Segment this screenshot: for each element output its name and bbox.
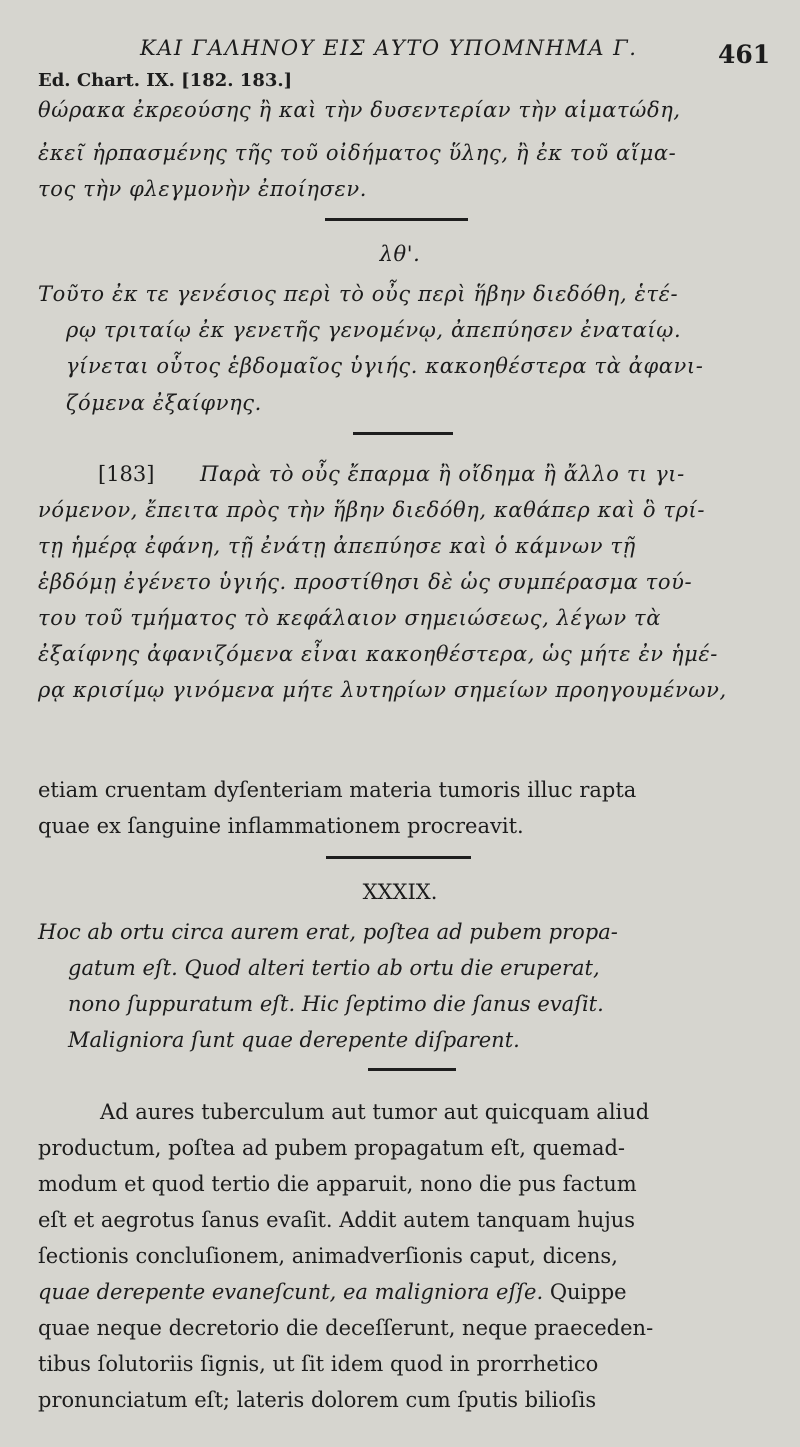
greek-aphorism-line: Τοῦτο ἐκ τε γενέσιος περὶ τὸ οὖς περὶ ἥβην διεδόθη, ἑτέ- [38, 282, 679, 306]
greek-commentary-line: του τοῦ τμήματος τὸ κεφάλαιον σημειώσεως, λέγων τὰ [38, 606, 661, 630]
latin-aphorism-line: nono ſuppuratum eſt. Hic ſeptimo die ſanus evaſit. [68, 992, 604, 1016]
greek-commentary-line: ρᾳ κρισίμῳ γινόμενα μήτε λυτηρίων σημείων προηγουμένων, [38, 678, 727, 702]
latin-commentary-line [38, 1278, 627, 1306]
latin-section-number: XXXIX. [362, 880, 438, 904]
page-header [0, 34, 800, 74]
greek-aphorism-line: ζόμενα ἐξαίφνης. [66, 391, 262, 415]
latin-commentary-line: eſt et aegrotus ſanus evaſit. Addit autem tanquam hujus [38, 1208, 636, 1232]
greek-section-number: λθ'. [379, 242, 421, 266]
latin-commentary-line: productum, poſtea ad pubem propagatum eſt, quemad- [38, 1136, 626, 1160]
greek-aphorism-line: ρῳ τριταίῳ ἐκ γενετῆς γενομένῳ, ἀπεπύησεν ἐναταίῳ. [66, 318, 682, 342]
section-divider [326, 856, 471, 859]
greek-commentary-line: νόμενον, ἔπειτα πρὸς τὴν ἥβην διεδόθη, καθάπερ καὶ ὃ τρί- [38, 498, 706, 522]
latin-quote: quae derepente evaneſcunt, ea maligniora eſſe. [38, 1280, 544, 1304]
section-divider [368, 1068, 456, 1071]
latin-aphorism-line: Hoc ab ortu circa aurem erat, poſtea ad pubem propa- [38, 920, 618, 944]
edition-reference: Ed. Chart. IX. [182. 183.] [38, 70, 293, 91]
latin-commentary-line: quae neque decretorio die deceſſerunt, neque praeceden- [38, 1316, 654, 1340]
latin-commentary-text: Quippe [543, 1280, 627, 1304]
running-title: ΚΑΙ ΓΑΛΗΝΟΥ ΕΙΣ ΑΥΤΟ ΥΠΟΜΝΗΜΑ Γ. [140, 36, 638, 60]
section-divider [325, 218, 468, 221]
latin-commentary-line: Ad aures tuberculum aut tumor aut quicquam aliud [100, 1100, 650, 1124]
greek-commentary-line: ἑβδόμῃ ἐγένετο ὑγιής. προστίθησι δὲ ὡς συμπέρασμα τού- [38, 570, 693, 594]
section-divider [353, 432, 453, 435]
greek-commentary-marker: [183] [98, 462, 155, 486]
latin-commentary-line: tibus ſolutoriis ſignis, ut ſit idem quod in prorrhetico [38, 1352, 599, 1376]
latin-aphorism-line: gatum eſt. Quod alteri tertio ab ortu die eruperat, [68, 956, 600, 980]
page-number: 461 [718, 40, 771, 69]
greek-commentary-line: Παρὰ τὸ οὖς ἔπαρμα ἢ οἴδημα ἢ ἄλλο τι γι- [200, 462, 685, 486]
latin-commentary-line: ſectionis concluſionem, animadverſionis caput, dicens, [38, 1244, 618, 1268]
greek-aphorism-line: γίνεται οὗτος ἑβδομαῖος ὑγιής. κακοηθέστερα τὰ ἀφανι- [66, 354, 704, 378]
greek-intro-line: ἐκεῖ ἡρπασμένης τῆς τοῦ οἰδήματος ὕλης, ἢ ἐκ τοῦ αἵμα- [38, 141, 677, 165]
greek-intro-line: τος τὴν φλεγμονὴν ἐποίησεν. [38, 177, 368, 201]
latin-commentary-line: modum et quod tertio die apparuit, nono die pus factum [38, 1172, 637, 1196]
greek-commentary-line: ἐξαίφνης ἀφανιζόμενα εἶναι κακοηθέστερα, ὡς μήτε ἐν ἡμέ- [38, 642, 718, 666]
latin-intro-line: quae ex ſanguine inflammationem procreavit. [38, 814, 524, 838]
greek-intro-line: θώρακα ἐκρεούσης ἢ καὶ τὴν δυσεντερίαν τὴν αἱματώδη, [38, 98, 681, 122]
latin-aphorism-line: Maligniora ſunt quae derepente diſparent. [68, 1028, 520, 1052]
greek-commentary-line: τῃ ἡμέρᾳ ἐφάνη, τῇ ἐνάτῃ ἀπεπύησε καὶ ὁ κάμνων τῇ [38, 534, 636, 558]
latin-commentary-line: pronunciatum eſt; lateris dolorem cum ſputis bilioſis [38, 1388, 597, 1412]
latin-intro-line: etiam cruentam dyſenteriam materia tumoris illuc rapta [38, 778, 637, 802]
